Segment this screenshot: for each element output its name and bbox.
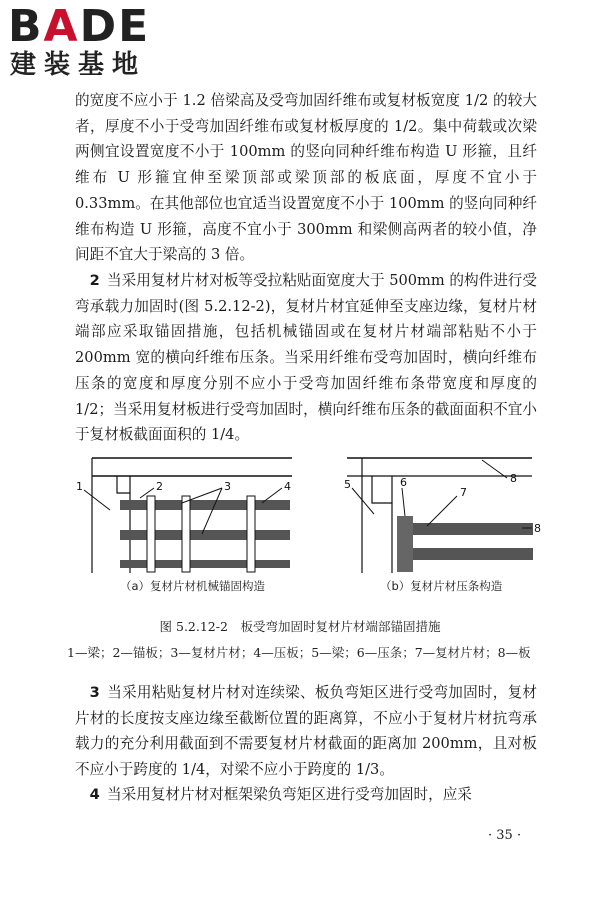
figure-a-label: 4 — [284, 480, 291, 493]
brand-logo — [8, 1, 178, 80]
clause-4 — [75, 782, 537, 808]
figure-b-label: 7 — [460, 486, 467, 499]
clause-text: 当采用复材片材对板等受拉粘贴面宽度大于 500mm 的构件进行受弯承载力加固时(图 5.2.12-2)，复材片材宜延伸至支座边缘，复材片材端部应采取锚固措施，包括机械锚固或在复材片材端部粘贴不小于 200mm 宽的横向纤维布压条。当采用纤维布受弯加固时，横向纤维布压条的宽度和厚度分别不应小于受弯加固纤维布条带宽度和厚度的 1/2；当采用复材板进行受弯加固时，横向纤维布压条的截面面积不宜小于复材板截面面积的 1/4。 — [75, 272, 537, 444]
figure-legend: 1—梁；2—锚板；3—复材片材；4—压板；5—梁；6—压条；7—复材片材；8—板 — [67, 645, 531, 660]
figure-b-drawing — [344, 458, 541, 573]
figure-title: 图 5.2.12-2 板受弯加固时复材片材端部锚固措施 — [159, 619, 441, 634]
clause-text: 当采用粘贴复材片材对连续梁、板负弯矩区进行受弯加固时，复材片材的长度按支座边缘至截断位置的距离算，不应小于复材片材抗弯承载力的充分利用截面到不需要复材片材截面的距离加 200mm，且对板不应小于跨度的 1/4，对梁不应小于跨度的 1/3。 — [75, 684, 537, 779]
page-number: · 35 · — [488, 828, 522, 843]
figure-b-label: 5 — [344, 478, 351, 491]
figure-a-caption: （a）复材片材机械锚固构造 — [120, 579, 266, 593]
figure-a-drawing — [76, 458, 292, 573]
figure-b-label: 6 — [400, 476, 407, 489]
paragraph-continued: 的宽度不应小于 1.2 倍梁高及受弯加固纤维布或复材板宽度 1/2 的较大者，厚度不小于受弯加固纤维布或复材板厚度的 1/2。集中荷载或次梁两侧宜设置宽度不小于 100mm 的竖向同种纤维布构造 U 形箍，且纤维布 U 形箍宜伸至梁顶部或梁顶部的板底面，厚度不宜小于 0.33mm。在其他部位也宜适当设置宽度不小于 100mm 的竖向同种纤维布构造 U 形箍，高度不宜小于 300mm 和梁侧高两者的较小值，净间距不宜大于梁高的 3 倍。 — [75, 92, 537, 264]
figure-a-label: 3 — [224, 480, 231, 493]
clause-number: 4 — [89, 786, 100, 803]
figure-a-label: 1 — [76, 480, 83, 493]
figure-a-label: 2 — [156, 480, 163, 493]
clause-number: 3 — [89, 684, 100, 701]
clause-2 — [75, 268, 537, 448]
clause-text: 当采用复材片材对框架梁负弯矩区进行受弯加固时，应采 — [107, 786, 472, 803]
figure-b-label: 8 — [510, 472, 517, 485]
clause-number: 2 — [89, 272, 100, 289]
logo-subtitle: 建装基地 — [10, 50, 147, 80]
logo-wordmark: BADE — [8, 1, 151, 52]
clause-3 — [75, 680, 537, 783]
anchorage-figure — [62, 448, 562, 598]
figure-b-label: 8 — [534, 522, 541, 535]
figure-b-caption: （b）复材片材压条构造 — [380, 579, 503, 593]
